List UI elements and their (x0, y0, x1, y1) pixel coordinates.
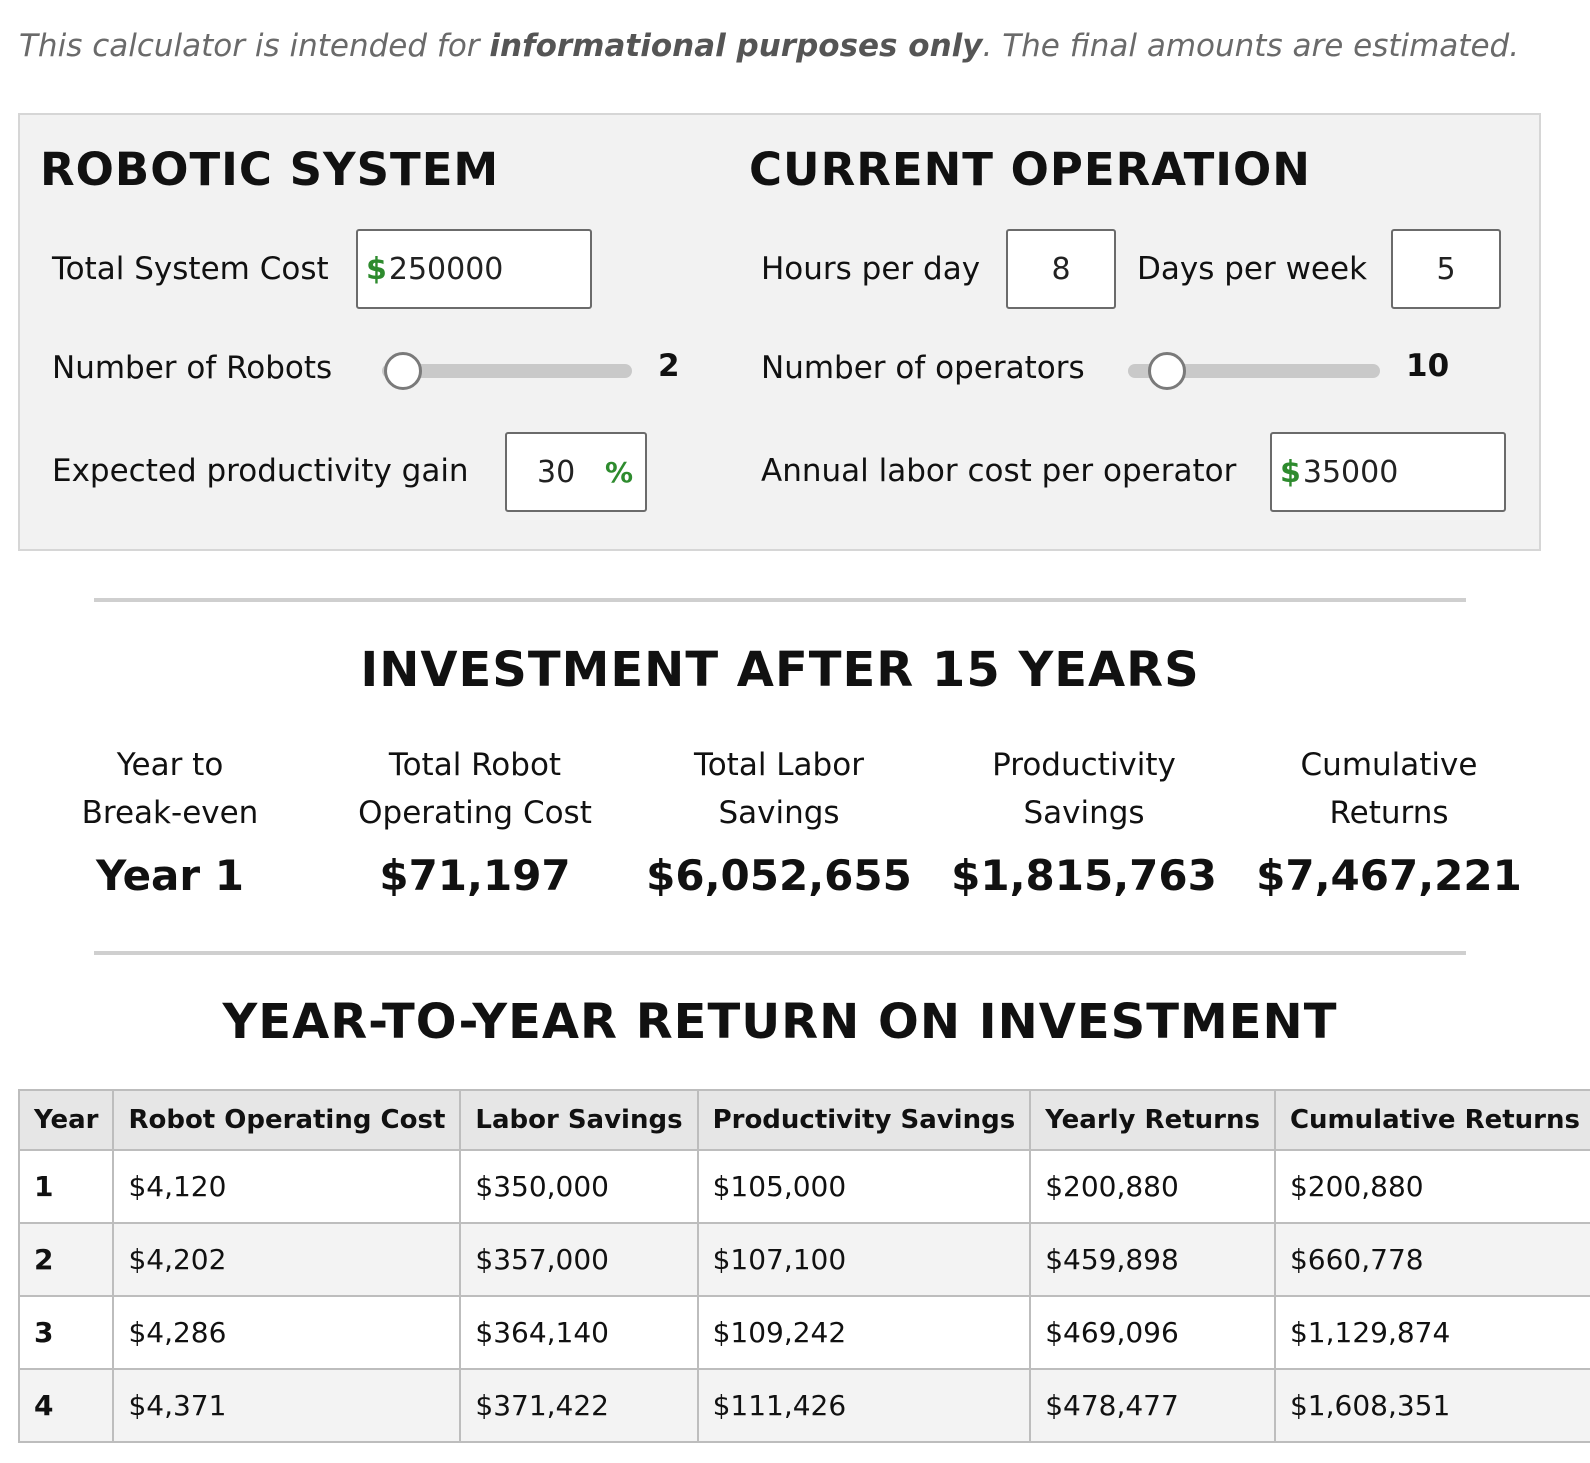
stat-value: $7,467,221 (1256, 851, 1522, 900)
labor-cost-label: Annual labor cost per operator (761, 453, 1237, 489)
current-operation-title: CURRENT OPERATION (749, 143, 1311, 196)
stat-productivity-savings (939, 741, 1229, 900)
stat-caption-line1: Total Labor (694, 747, 864, 783)
column-header: Year (19, 1090, 113, 1150)
dollar-icon: $ (366, 251, 387, 287)
stat-caption-line1: Total Robot (388, 747, 562, 783)
table-cell: $4,120 (113, 1150, 460, 1223)
labor-cost-value: 35000 (1302, 454, 1399, 490)
table-cell: $371,422 (460, 1369, 697, 1442)
disclaimer-text (19, 28, 1579, 64)
table-header-row (19, 1090, 1590, 1150)
total-system-cost-value: 250000 (388, 251, 504, 287)
table-cell: $459,898 (1030, 1223, 1275, 1296)
disclaimer-prefix: This calculator is intended for (19, 28, 490, 64)
disclaimer-emphasis: informational purposes only (489, 28, 983, 64)
days-per-week-input[interactable] (1391, 229, 1501, 309)
table-cell: 2 (19, 1223, 113, 1296)
table-cell: $200,880 (1275, 1150, 1590, 1223)
number-of-robots-slider[interactable] (382, 364, 632, 378)
number-of-operators-slider-thumb[interactable] (1148, 352, 1186, 390)
table-cell: $1,608,351 (1275, 1369, 1590, 1442)
column-header: Yearly Returns (1030, 1090, 1275, 1150)
table-cell: $105,000 (698, 1150, 1031, 1223)
divider (94, 598, 1466, 602)
stat-caption (634, 741, 924, 837)
table-cell: $4,371 (113, 1369, 460, 1442)
table-cell: $111,426 (698, 1369, 1031, 1442)
table-cell: $357,000 (460, 1223, 697, 1296)
column-header: Labor Savings (460, 1090, 697, 1150)
hours-per-day-input[interactable] (1006, 229, 1116, 309)
column-header: Cumulative Returns (1275, 1090, 1590, 1150)
table-row (19, 1369, 1590, 1442)
roi-table-title: YEAR-TO-YEAR RETURN ON INVESTMENT (222, 994, 1338, 1050)
table-row (19, 1223, 1590, 1296)
stat-caption-line2: Operating Cost (358, 795, 592, 831)
stat-break-even (25, 741, 315, 900)
disclaimer-suffix: . The final amounts are estimated. (982, 28, 1520, 64)
number-of-operators-value: 10 (1406, 348, 1450, 384)
number-of-robots-value: 2 (658, 348, 680, 384)
stat-value: Year 1 (96, 851, 244, 900)
column-header: Productivity Savings (698, 1090, 1031, 1150)
hours-per-day-label: Hours per day (761, 251, 981, 287)
total-system-cost-label: Total System Cost (52, 251, 329, 287)
stat-labor-savings (634, 741, 924, 900)
divider (94, 951, 1466, 955)
stat-caption-line2: Savings (718, 795, 840, 831)
table-cell: $4,286 (113, 1296, 460, 1369)
number-of-operators-label: Number of operators (761, 350, 1085, 386)
days-per-week-label: Days per week (1137, 251, 1368, 287)
table-cell: 4 (19, 1369, 113, 1442)
dollar-icon: $ (1280, 454, 1301, 490)
number-of-robots-label: Number of Robots (52, 350, 333, 386)
productivity-gain-value: 30 (537, 454, 576, 490)
calculator-inputs-panel (18, 113, 1541, 551)
robotic-system-title: ROBOTIC SYSTEM (40, 143, 500, 196)
days-per-week-value: 5 (1436, 251, 1456, 287)
stat-caption-line1: Year to (116, 747, 224, 783)
stat-caption (939, 741, 1229, 837)
stat-cumulative-returns (1244, 741, 1534, 900)
table-cell: $1,129,874 (1275, 1296, 1590, 1369)
hours-per-day-value: 8 (1051, 251, 1071, 287)
investment-title: INVESTMENT AFTER 15 YEARS (360, 642, 1200, 698)
stat-value: $6,052,655 (646, 851, 912, 900)
labor-cost-input[interactable] (1270, 432, 1506, 512)
productivity-gain-label: Expected productivity gain (52, 453, 469, 489)
stat-caption-line2: Break-even (81, 795, 259, 831)
table-cell: $109,242 (698, 1296, 1031, 1369)
table-cell: 3 (19, 1296, 113, 1369)
table-cell: $469,096 (1030, 1296, 1275, 1369)
table-cell: 1 (19, 1150, 113, 1223)
table-row (19, 1150, 1590, 1223)
productivity-gain-input[interactable] (505, 432, 647, 512)
table-cell: $660,778 (1275, 1223, 1590, 1296)
table-cell: $478,477 (1030, 1369, 1275, 1442)
number-of-robots-slider-thumb[interactable] (384, 352, 422, 390)
table-row (19, 1296, 1590, 1369)
stat-caption (25, 741, 315, 837)
table-cell: $200,880 (1030, 1150, 1275, 1223)
stat-caption-line1: Cumulative (1300, 747, 1478, 783)
percent-icon: % (604, 455, 633, 489)
stat-caption-line2: Returns (1329, 795, 1449, 831)
stat-robot-operating-cost (330, 741, 620, 900)
column-header: Robot Operating Cost (113, 1090, 460, 1150)
stat-caption (1244, 741, 1534, 837)
number-of-operators-slider[interactable] (1128, 364, 1380, 378)
table-cell: $364,140 (460, 1296, 697, 1369)
stat-value: $1,815,763 (951, 851, 1217, 900)
stat-caption-line2: Savings (1023, 795, 1145, 831)
table-cell: $350,000 (460, 1150, 697, 1223)
table-cell: $4,202 (113, 1223, 460, 1296)
stat-caption (330, 741, 620, 837)
table-cell: $107,100 (698, 1223, 1031, 1296)
stat-value: $71,197 (379, 851, 571, 900)
total-system-cost-input[interactable] (356, 229, 592, 309)
roi-table (18, 1089, 1590, 1443)
stat-caption-line1: Productivity (992, 747, 1176, 783)
